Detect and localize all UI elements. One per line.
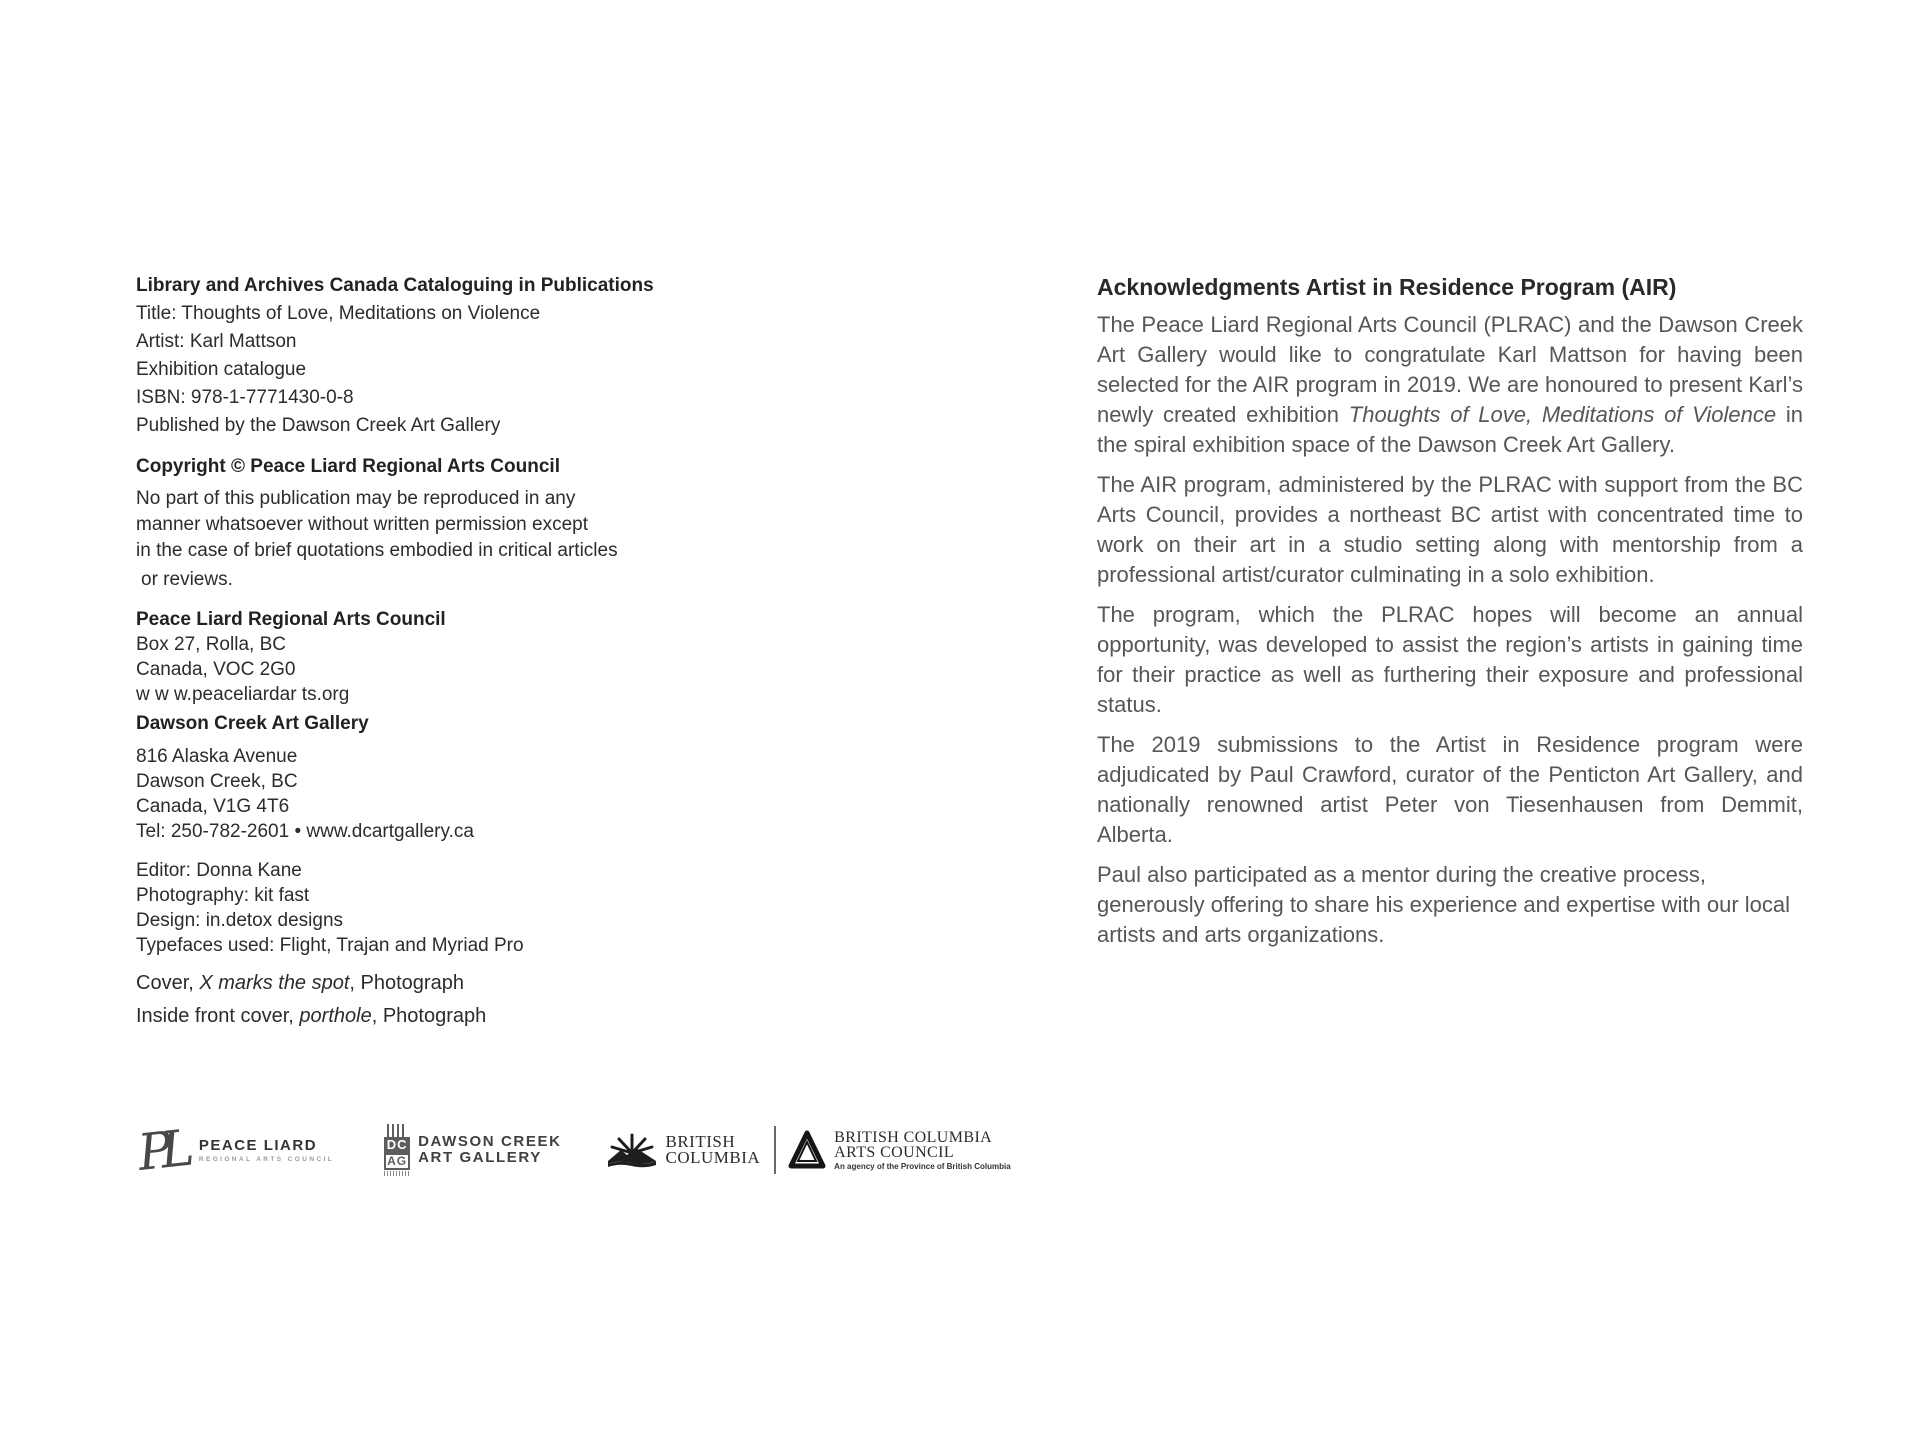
cataloguing-publisher-line: Published by the Dawson Creek Art Gallery bbox=[136, 415, 501, 436]
bc-logo-line1: BRITISH bbox=[665, 1132, 736, 1151]
gallery-address-section bbox=[136, 711, 776, 844]
gallery-heading: Dawson Creek Art Gallery bbox=[136, 713, 369, 734]
exhibition-title-italic: Thoughts of Love, Meditations of Violence bbox=[1348, 402, 1777, 427]
inside-cover-credit-line bbox=[136, 1003, 776, 1029]
credit-editor: Editor: Donna Kane bbox=[136, 860, 302, 881]
copyright-line: manner whatsoever without written permission except bbox=[136, 514, 588, 535]
bc-sunrise-icon bbox=[606, 1131, 658, 1169]
cataloguing-artist-line: Artist: Karl Mattson bbox=[136, 331, 297, 352]
plrac-website: w w w.peaceliardar ts.org bbox=[136, 684, 350, 705]
plrac-heading: Peace Liard Regional Arts Council bbox=[136, 609, 446, 630]
cataloguing-section bbox=[136, 272, 776, 440]
cataloguing-isbn-line: ISBN: 978-1-7771430-0-8 bbox=[136, 387, 354, 408]
para1-text-post: in the spiral exhibition space of the Dawson Creek Art Gallery. bbox=[1097, 402, 1803, 457]
inside-cover-prefix: Inside front cover, bbox=[136, 1005, 300, 1027]
acknowledgments-paragraph-5: Paul also participated as a mentor during the creative process, generously offering to share his experience and expertise with our local artists and arts organizations. bbox=[1097, 862, 1790, 947]
credit-photography: Photography: kit fast bbox=[136, 885, 310, 906]
peace-liard-logo-tagline: REGIONAL ARTS COUNCIL bbox=[198, 1156, 335, 1163]
bcac-logo-line1: BRITISH COLUMBIA bbox=[834, 1128, 993, 1146]
credits-section bbox=[136, 858, 776, 958]
credit-typefaces: Typefaces used: Flight, Trajan and Myriad Pro bbox=[136, 935, 524, 956]
bcac-logo-line2: ARTS COUNCIL bbox=[834, 1143, 955, 1161]
inside-cover-suffix: , Photograph bbox=[371, 1005, 487, 1027]
acknowledgments-page bbox=[1097, 272, 1803, 960]
bc-arts-council-logo bbox=[788, 1128, 1010, 1172]
gallery-contact-line: Tel: 250-782-2601 • www.dcartgallery.ca bbox=[136, 821, 474, 842]
copyright-line: or reviews. bbox=[141, 569, 233, 590]
bcac-triangle-icon bbox=[788, 1128, 826, 1172]
plrac-address-line: Box 27, Rolla, BC bbox=[136, 634, 286, 655]
dcag-letters-ag: AG bbox=[384, 1153, 410, 1170]
acknowledgments-paragraph-3: The program, which the PLRAC hopes will become an annual opportunity, was developed to assist the region’s artists in gaining time for their practice as well as furthering their exposure and professional status. bbox=[1097, 602, 1803, 717]
bc-logo-line2: COLUMBIA bbox=[665, 1148, 761, 1167]
copyright-section bbox=[136, 454, 776, 593]
cover-credit-suffix: , Photograph bbox=[349, 972, 464, 994]
acknowledgments-heading: Acknowledgments Artist in Residence Program (AIR) bbox=[1097, 274, 1677, 300]
cover-credit-prefix: Cover, bbox=[136, 972, 200, 994]
colophon-page bbox=[136, 272, 776, 1029]
plrac-address-section bbox=[136, 607, 776, 707]
peace-liard-logo bbox=[135, 1119, 335, 1182]
british-columbia-logo bbox=[606, 1131, 761, 1169]
logo-divider bbox=[774, 1126, 776, 1174]
plrac-address-line: Canada, VOC 2G0 bbox=[136, 659, 296, 680]
bcac-logo-tagline: An agency of the Province of British Columbia bbox=[834, 1161, 1011, 1171]
peace-liard-monogram-icon: PL bbox=[135, 1119, 186, 1182]
credit-design: Design: in.detox designs bbox=[136, 910, 344, 931]
copyright-line: No part of this publication may be reproduced in any bbox=[136, 488, 576, 509]
dcag-logo-name-line2: ART GALLERY bbox=[418, 1149, 542, 1166]
cataloguing-title-line: Title: Thoughts of Love, Meditations on Violence bbox=[136, 303, 541, 324]
dcag-building-icon bbox=[382, 1124, 412, 1176]
copyright-heading: Copyright © Peace Liard Regional Arts Council bbox=[136, 456, 560, 477]
acknowledgments-paragraph-2: The AIR program, administered by the PLRAC with support from the BC Arts Council, provides a northeast BC artist with concentrated time to work on their art in a studio setting along with mentorship from a professional artist/curator culminating in a solo exhibition. bbox=[1097, 472, 1803, 587]
inside-cover-artwork-title: porthole bbox=[299, 1005, 372, 1027]
acknowledgments-paragraph-4: The 2019 submissions to the Artist in Residence program were adjudicated by Paul Crawford, curator of the Penticton Art Gallery, and nationally renowned artist Peter von Tiesenhausen from Demmit, Alberta. bbox=[1097, 732, 1803, 847]
dawson-creek-art-gallery-logo bbox=[382, 1124, 561, 1176]
gallery-address-line: Canada, V1G 4T6 bbox=[136, 796, 290, 817]
copyright-line: in the case of brief quotations embodied in critical articles bbox=[136, 540, 618, 561]
sponsor-logo-strip bbox=[135, 1118, 1011, 1182]
cover-artwork-title: X marks the spot bbox=[199, 972, 350, 994]
para1-text-pre: The Peace Liard Regional Arts Council (PLRAC) and the Dawson Creek Art Gallery would like to congratulate Karl Mattson for having been selected for the AIR program in 2019. We are honoured to present Karl’s newly created exhibition bbox=[1097, 312, 1803, 427]
dcag-letters-dc: DC bbox=[384, 1137, 410, 1153]
gallery-address-line: Dawson Creek, BC bbox=[136, 771, 298, 792]
cataloguing-type-line: Exhibition catalogue bbox=[136, 359, 307, 380]
dcag-logo-name-line1: DAWSON CREEK bbox=[418, 1133, 562, 1150]
gallery-address-line: 816 Alaska Avenue bbox=[136, 746, 298, 767]
peace-liard-logo-name: PEACE LIARD bbox=[198, 1137, 318, 1154]
acknowledgments-paragraph-1 bbox=[1097, 310, 1803, 460]
cataloguing-heading: Library and Archives Canada Cataloguing in Publications bbox=[136, 275, 654, 296]
cover-credit-line bbox=[136, 970, 776, 996]
